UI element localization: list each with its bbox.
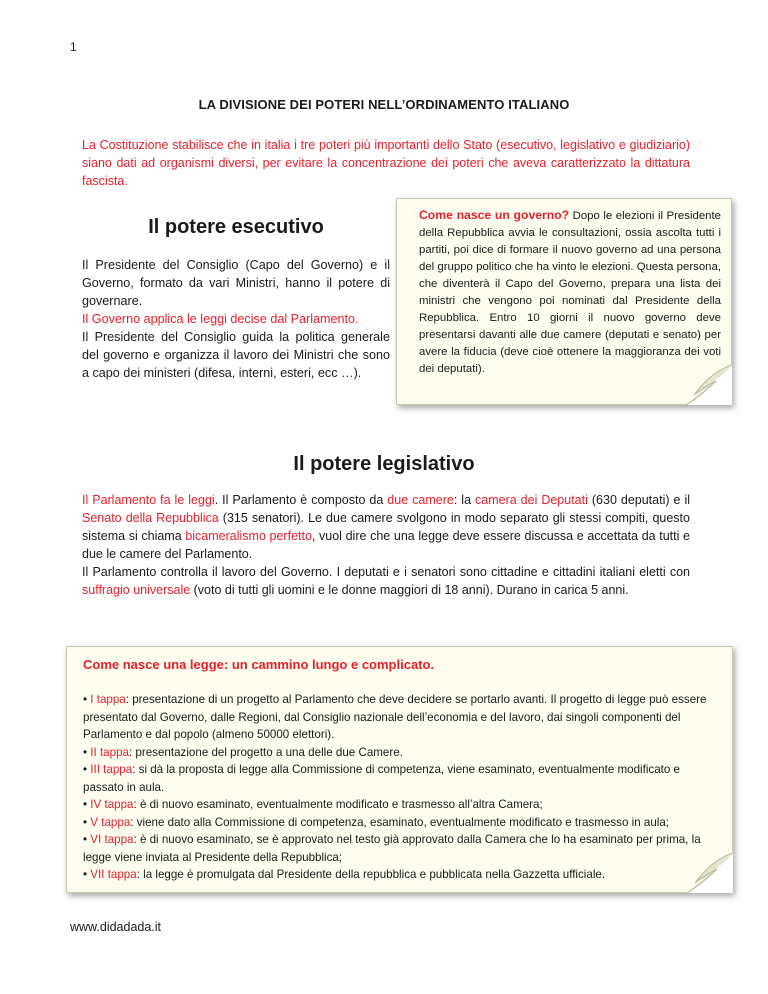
legislativo-p2	[82, 563, 690, 599]
intro-paragraph: La Costituzione stabilisce che in italia i tre poteri più importanti dello Stato (esecutivo, legislativo e giudiziario) siano dati ad organismi diversi, per evitare la concentrazione dei poteri che aveva caratterizzato la dittatura fascista.	[82, 138, 690, 188]
governo-note-question: Come nasce un governo?	[419, 208, 570, 222]
legis-highlight-bicameralismo: bicameralismo perfetto	[185, 529, 312, 543]
list-item	[83, 761, 718, 796]
step-text: : è di nuovo esaminato, se è approvato nel testo già approvato dalla Camera che lo ha esaminato per prima, la legge viene inviata al Presidente della Repubblica;	[83, 833, 701, 864]
footer-url: www.didadada.it	[70, 920, 162, 934]
bullet: •	[83, 745, 88, 759]
legis-text-1: . Il Parlamento è composto da	[214, 493, 388, 507]
bullet: •	[83, 868, 88, 881]
page-curl-icon	[687, 853, 733, 893]
bullet: •	[83, 815, 88, 829]
legis-text-6: Il Parlamento controlla il lavoro del Governo. I deputati e i senatori sono cittadine e cittadini italiani eletti con	[82, 565, 690, 579]
governo-note	[396, 198, 732, 405]
governo-note-body	[419, 207, 721, 378]
step-label: VII tappa	[90, 868, 137, 881]
step-text: : presentazione di un progetto al Parlamento che deve decidere se portarlo avanti. Il progetto di legge può essere presentato dal Governo, dalle Regioni, dal Consiglio nazionale dell’economia e del lavoro, dai singoli componenti del Parlamento e dal popolo (almeno 50000 elettori).	[83, 693, 707, 741]
page-number: 1	[70, 40, 77, 54]
step-label: I tappa	[90, 693, 126, 706]
list-item	[83, 691, 718, 744]
heading-legislativo: Il potere legislativo	[293, 453, 475, 475]
governo-note-text: Dopo le elezioni il Presidente della Repubblica avvia le consultazioni, ossia ascolta tutti i partiti, poi dice di formare il nuovo governo ad una persona del gruppo politico che ha vinto le elezioni. Questa persona, che diventerà il Capo del Governo, prepara una lista dei ministri che vengono poi nominati dal Presidente della Repubblica. Entro 10 giorni il nuovo governo deve presentarsi davanti alle due camere (deputati e senato) per avere la fiducia (deve cioè ottenere la maggioranza dei voti dei deputati).	[419, 210, 721, 375]
legislativo-p1	[82, 491, 690, 563]
legis-text-5: , vuol dire che una legge deve essere discussa e accettata da tutti e due le camere del Parlamento.	[82, 529, 690, 561]
list-item	[83, 866, 718, 884]
legis-text-7: (voto di tutti gli uomini e le donne maggiori di 18 anni). Durano in carica 5 anni.	[190, 583, 629, 597]
legis-text-3: (630 deputati) e il	[587, 493, 690, 507]
document-title: LA DIVISIONE DEI POTERI NELL’ORDINAMENTO ITALIANO	[198, 97, 570, 112]
legis-highlight-suffragio: suffragio universale	[82, 583, 191, 597]
heading-esecutivo: Il potere esecutivo	[148, 216, 324, 238]
page-curl-icon	[686, 365, 732, 405]
list-item	[83, 744, 718, 762]
step-text: : viene dato alla Commissione di competenza, esaminato, eventualmente modificato e trasmesso in aula;	[130, 815, 670, 829]
list-item	[83, 796, 718, 814]
legis-text-2: : la	[453, 493, 475, 507]
step-text: : la legge è promulgata dal Presidente della repubblica e pubblicata nella Gazzetta ufficiale.	[136, 868, 606, 881]
bullet: •	[83, 763, 88, 776]
step-label: VI tappa	[90, 833, 134, 846]
step-label: III tappa	[90, 763, 133, 776]
legis-text-4: (315 senatori). Le due camere svolgono in modo separato gli stessi compiti, questo sistema si chiama	[82, 511, 690, 543]
esecutivo-p3: Il Presidente del Consiglio guida la politica generale del governo e organizza il lavoro dei Ministri che sono a capo dei ministeri (difesa, interni, esteri, ecc …).	[82, 330, 390, 380]
legis-highlight-senato: Senato della Repubblica	[82, 511, 219, 525]
bullet: •	[83, 798, 88, 811]
legge-note-title: Come nasce una legge: un cammino lungo e complicato.	[83, 657, 435, 672]
step-label: IV tappa	[90, 798, 134, 811]
esecutivo-text	[82, 256, 390, 382]
step-text: : è di nuovo esaminato, eventualmente modificato e trasmesso all’altra Camera;	[133, 798, 543, 811]
step-text: : presentazione del progetto a una delle due Camere.	[128, 745, 403, 759]
legislativo-text	[82, 491, 690, 599]
list-item	[83, 814, 718, 832]
esecutivo-p2: Il Governo applica le leggi decise dal Parlamento.	[82, 312, 359, 326]
list-item	[83, 831, 718, 866]
bullet: •	[83, 693, 88, 706]
legge-steps-list	[83, 691, 718, 884]
legge-note	[66, 646, 733, 893]
legis-highlight-deputati: camera dei Deputati	[475, 493, 588, 507]
step-label: II tappa	[90, 745, 129, 759]
bullet: •	[83, 833, 88, 846]
step-label: V tappa	[90, 815, 131, 829]
legis-highlight-camere: due camere	[387, 493, 454, 507]
legis-highlight-parlamento: Il Parlamento fa le leggi	[82, 493, 215, 507]
step-text: : si dà la proposta di legge alla Commissione di competenza, viene esaminato, eventualmente modificato e passato in aula.	[83, 763, 680, 794]
esecutivo-p1: Il Presidente del Consiglio (Capo del Governo) e il Governo, formato da vari Ministri, hanno il potere di governare.	[82, 258, 390, 308]
